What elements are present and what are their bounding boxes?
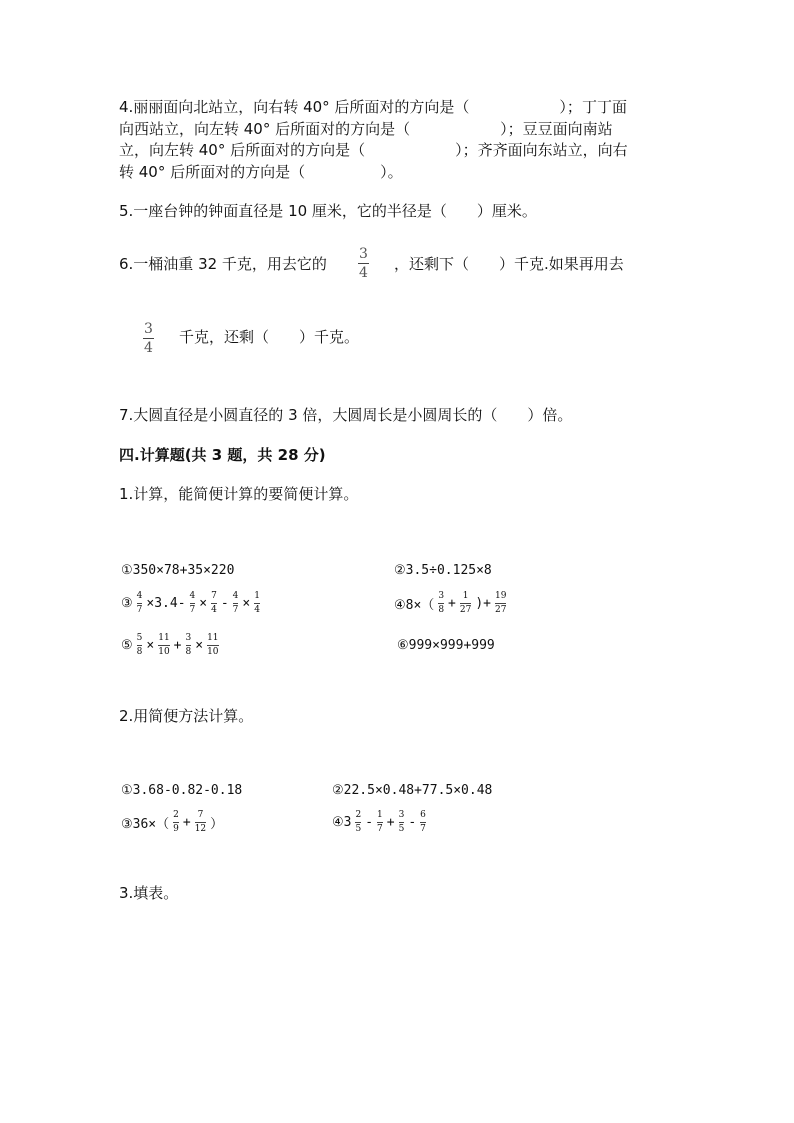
fraction-bar [207, 645, 218, 646]
fraction-numerator: 4 [232, 591, 239, 601]
operator-text: ） [210, 817, 224, 832]
fraction-denominator: 27 [494, 605, 507, 615]
fraction-bar [460, 603, 471, 604]
problem-1-expression-6: ⑥999×999+999 [397, 638, 495, 653]
fraction-denominator: 12 [194, 824, 207, 834]
expression-label: ③ [121, 596, 133, 611]
fraction-denominator: 10 [207, 647, 219, 657]
fraction-bar [143, 338, 154, 339]
problem-2-expression-4 [332, 811, 426, 834]
fraction-numerator: 4 [189, 591, 196, 601]
fraction-denominator: 7 [377, 824, 383, 834]
expression-label: ⑤ [121, 638, 133, 653]
fraction [211, 592, 217, 615]
fraction-bar [355, 822, 361, 823]
expression-label: ④8×（ [394, 598, 435, 613]
question-4-line-2: 向西站立，向左转 40° 后所面对的方向是（ ）；豆豆面向南站 [119, 119, 613, 138]
question-4-line-1: 4.丽丽面向北站立，向右转 40° 后所面对的方向是（ ）；丁丁面 [119, 98, 627, 116]
operator-text: + [448, 596, 456, 611]
question-5: 5.一座台钟的钟面直径是 10 厘米，它的半径是（ ）厘米。 [119, 202, 537, 220]
fraction-denominator: 7 [420, 824, 426, 834]
fraction-numerator: 4 [136, 591, 143, 601]
section-4-title: 四.计算题(共 3 题，共 28 分) [119, 446, 326, 464]
fraction-numerator: 11 [158, 633, 170, 643]
question-4-line-3: 立，向左转 40° 后所面对的方向是（ ）；齐齐面向东站立，向右 [119, 141, 628, 159]
fraction-numerator: 3 [359, 246, 368, 262]
fraction-bar [399, 822, 405, 823]
problem-3-title: 3.填表。 [119, 884, 179, 902]
question-6-middle: ，还剩下（ ）千克.如果再用去 [394, 255, 624, 273]
fraction-bar [190, 603, 196, 604]
question-6-fraction-1 [358, 247, 369, 280]
operator-text: - [220, 596, 229, 611]
fraction [420, 811, 426, 834]
fraction [207, 634, 218, 657]
operator-text: × [195, 638, 204, 653]
fraction-numerator: 1 [462, 591, 469, 601]
fraction [460, 592, 471, 615]
operator-text: × [242, 596, 251, 611]
fraction-numerator: 2 [173, 810, 179, 820]
problem-2-expression-3 [121, 811, 223, 834]
fraction-bar [377, 822, 383, 823]
problem-2-title: 2.用简便方法计算。 [119, 707, 254, 725]
fraction-denominator: 10 [158, 647, 170, 657]
fraction-numerator: 19 [494, 591, 507, 601]
fraction-numerator: 3 [398, 810, 405, 820]
fraction [190, 592, 196, 615]
expression-label: ③36×（ [121, 817, 170, 832]
problem-1-expression-2: ②3.5÷0.125×8 [394, 563, 492, 578]
operator-text: ×3.4- [146, 596, 186, 611]
fraction-bar [438, 603, 444, 604]
operator-text: )+ [475, 596, 491, 611]
fraction-denominator: 4 [211, 605, 217, 615]
fraction-bar [254, 603, 260, 604]
fraction-denominator: 5 [355, 824, 362, 834]
expression-label: ④3 [332, 815, 352, 830]
fraction-denominator: 5 [398, 824, 405, 834]
fraction-bar [186, 645, 192, 646]
fraction-bar [358, 263, 369, 264]
operator-text: + [182, 815, 191, 830]
fraction-denominator: 7 [189, 605, 196, 615]
fraction-bar [137, 645, 143, 646]
operator-text: + [386, 815, 395, 830]
fraction [355, 811, 361, 834]
fraction-denominator: 4 [359, 265, 368, 281]
fraction-denominator: 9 [173, 824, 179, 834]
fraction-bar [495, 603, 506, 604]
operator-text: × [199, 596, 208, 611]
operator-text: × [146, 638, 155, 653]
fraction [233, 592, 239, 615]
fraction-numerator: 3 [144, 321, 153, 337]
question-6-fraction-2 [143, 322, 154, 355]
fraction-numerator: 7 [197, 810, 204, 820]
fraction [173, 811, 179, 834]
fraction-numerator: 3 [185, 633, 192, 643]
problem-1-title: 1.计算，能简便计算的要简便计算。 [119, 485, 359, 503]
fraction-bar [173, 822, 179, 823]
fraction-numerator: 2 [355, 810, 362, 820]
fraction-numerator: 11 [207, 633, 219, 643]
fraction [377, 811, 383, 834]
fraction [158, 634, 169, 657]
fraction [254, 592, 260, 615]
fraction-numerator: 3 [438, 591, 445, 601]
fraction-denominator: 8 [136, 647, 143, 657]
fraction-denominator: 4 [144, 340, 153, 356]
problem-1-expression-3 [121, 592, 260, 615]
problem-1-expression-5 [121, 634, 219, 657]
problem-2-expression-2: ②22.5×0.48+77.5×0.48 [332, 783, 493, 798]
fraction-denominator: 8 [185, 647, 192, 657]
fraction-denominator: 7 [136, 605, 143, 615]
operator-text: + [173, 638, 182, 653]
problem-2-expression-1: ①3.68-0.82-0.18 [121, 783, 243, 798]
question-4-line-4: 转 40° 后所面对的方向是（ ）。 [119, 162, 403, 181]
fraction-numerator: 1 [377, 810, 383, 820]
question-6-prefix: 6.一桶油重 32 千克，用去它的 [119, 255, 327, 273]
fraction-bar [137, 603, 143, 604]
question-4 [119, 97, 628, 183]
fraction [195, 811, 206, 834]
fraction [137, 634, 143, 657]
problem-1-expression-1: ①350×78+35×220 [121, 563, 235, 578]
fraction-denominator: 27 [459, 605, 472, 615]
fraction-numerator: 6 [420, 810, 426, 820]
fraction-numerator: 7 [211, 591, 217, 601]
operator-text: - [408, 815, 417, 830]
question-7: 7.大圆直径是小圆直径的 3 倍，大圆周长是小圆周长的（ ）倍。 [119, 406, 573, 424]
fraction [495, 592, 506, 615]
fraction-bar [233, 603, 239, 604]
fraction [399, 811, 405, 834]
fraction-bar [195, 822, 206, 823]
fraction-bar [211, 603, 217, 604]
fraction-numerator: 1 [254, 591, 260, 601]
fraction-bar [420, 822, 426, 823]
fraction [137, 592, 143, 615]
fraction [186, 634, 192, 657]
fraction-bar [158, 645, 169, 646]
fraction-denominator: 8 [438, 605, 445, 615]
problem-1-expression-4 [394, 592, 506, 615]
fraction-numerator: 5 [136, 633, 143, 643]
question-6-suffix: 千克，还剩（ ）千克。 [179, 328, 360, 346]
fraction-denominator: 4 [254, 605, 260, 615]
operator-text: - [365, 815, 374, 830]
fraction-denominator: 7 [232, 605, 239, 615]
fraction [438, 592, 444, 615]
